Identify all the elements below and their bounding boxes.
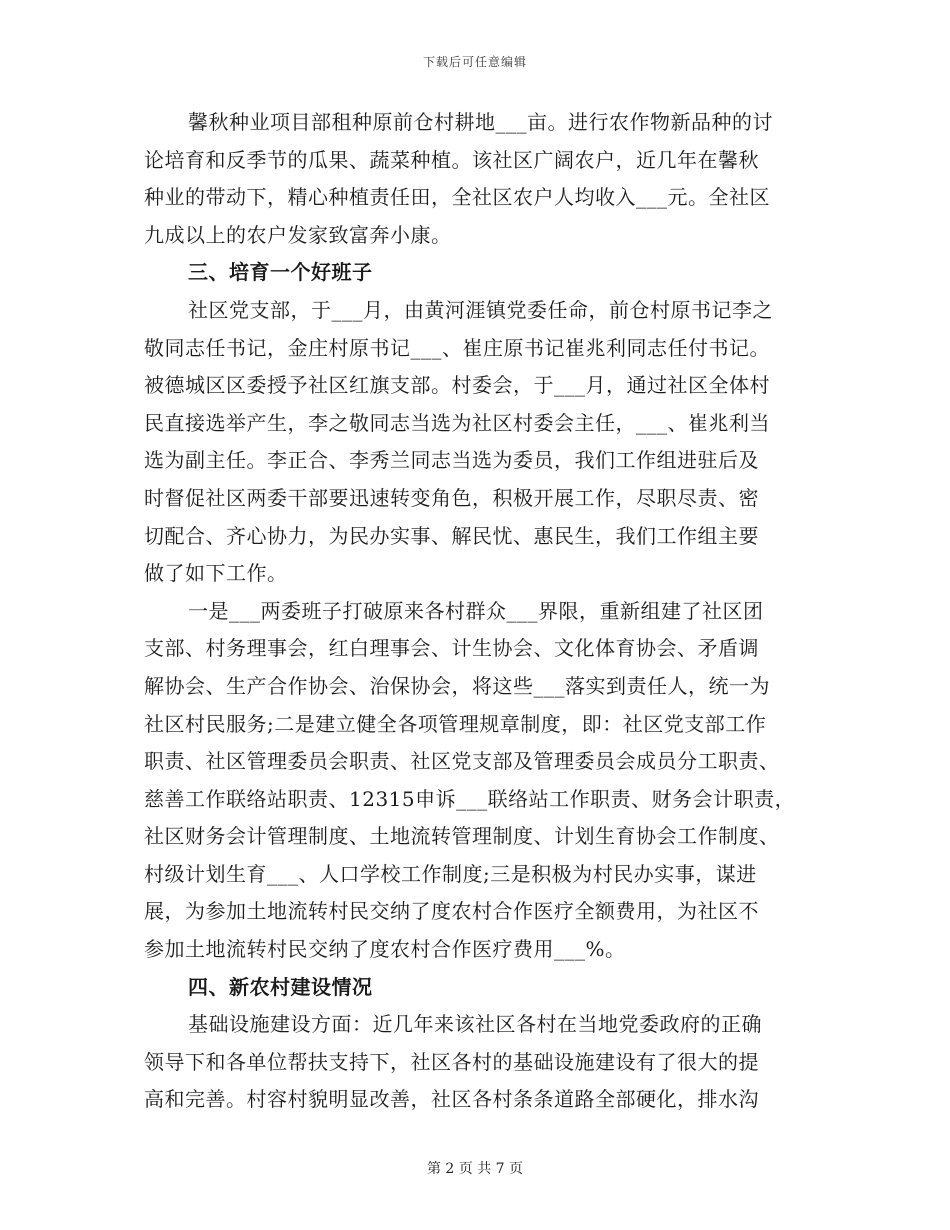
paragraph-line: 职责、社区管理委员会职责、社区党支部及管理委员会成员分工职责、 [144, 749, 780, 774]
paragraph-line: 论培育和反季节的瓜果、蔬菜种植。该社区广阔农户，近几年在馨秋 [144, 147, 759, 172]
paragraph-line: 九成以上的农户发家致富奔小康。 [144, 222, 452, 247]
page-header: 下载后可任意编辑 [422, 55, 527, 69]
paragraph-line: 选为副主任。李正合、李秀兰同志当选为委员，我们工作组进驻后及 [144, 448, 759, 473]
paragraph-line: 切配合、齐心协力，为民办实事、解民忧、惠民生，我们工作组主要 [144, 523, 759, 548]
paragraph-line: 基础设施建设方面：近几年来该社区各村在当地党委政府的正确 [188, 1012, 762, 1037]
paragraph-line: 一是___两委班子打破原来各村群众___界限，重新组建了社区团 [188, 598, 764, 623]
paragraph-line: 敬同志任书记，金庄村原书记___、崔庄原书记崔兆利同志任付书记。 [144, 335, 770, 360]
section-heading: 三、培育一个好班子 [188, 260, 373, 285]
paragraph-line: 支部、村务理事会，红白理事会、计生协会、文化体育协会、矛盾调 [144, 636, 759, 661]
paragraph-line: 社区党支部，于___月，由黄河涯镇党委任命，前仓村原书记李之 [188, 297, 773, 322]
paragraph-line: 被德城区区委授予社区红旗支部。村委会，于___月，通过社区全体村 [144, 373, 770, 398]
paragraph-line: 民直接选举产生，李之敬同志当选为社区村委会主任，___、崔兆利当 [144, 410, 770, 435]
paragraph-line: 社区村民服务;二是建立健全各项管理规章制度，即：社区党支部工作 [144, 711, 767, 736]
paragraph-line: 村级计划生育___、人口学校工作制度;三是积极为村民办实事，谋进 [144, 861, 757, 886]
page-footer: 第 2 页 共 7 页 [426, 1161, 524, 1177]
paragraph-line: 种业的带动下，精心种植责任田，全社区农户人均收入___元。全社区 [144, 185, 770, 210]
paragraph-line: 时督促社区两委干部要迅速转变角色，积极开展工作，尽职尽责、密 [144, 485, 759, 510]
section-heading: 四、新农村建设情况 [188, 974, 373, 999]
paragraph-line: 解协会、生产合作协会、治保协会，将这些___落实到责任人，统一为 [144, 673, 770, 698]
paragraph-line: 高和完善。村容村貌明显改善，社区各村条条道路全部硬化，排水沟 [144, 1087, 759, 1112]
paragraph-line: 馨秋种业项目部租种原前仓村耕地___亩。进行农作物新品种的讨 [188, 110, 773, 134]
paragraph-line: 慈善工作联络站职责、12315申诉___联络站工作职责、财务会计职责， [144, 786, 796, 811]
paragraph-line: 社区财务会计管理制度、土地流转管理制度、计划生育协会工作制度、 [144, 824, 780, 849]
document-body [144, 104, 806, 1119]
paragraph-line: 领导下和各单位帮扶支持下，社区各村的基础设施建设有了很大的提 [144, 1049, 759, 1074]
paragraph-line: 参加土地流转村民交纳了度农村合作医疗费用___%。 [144, 937, 626, 962]
paragraph-line: 展，为参加土地流转村民交纳了度农村合作医疗全额费用，为社区不 [144, 899, 759, 924]
paragraph-line: 做了如下工作。 [144, 561, 288, 586]
